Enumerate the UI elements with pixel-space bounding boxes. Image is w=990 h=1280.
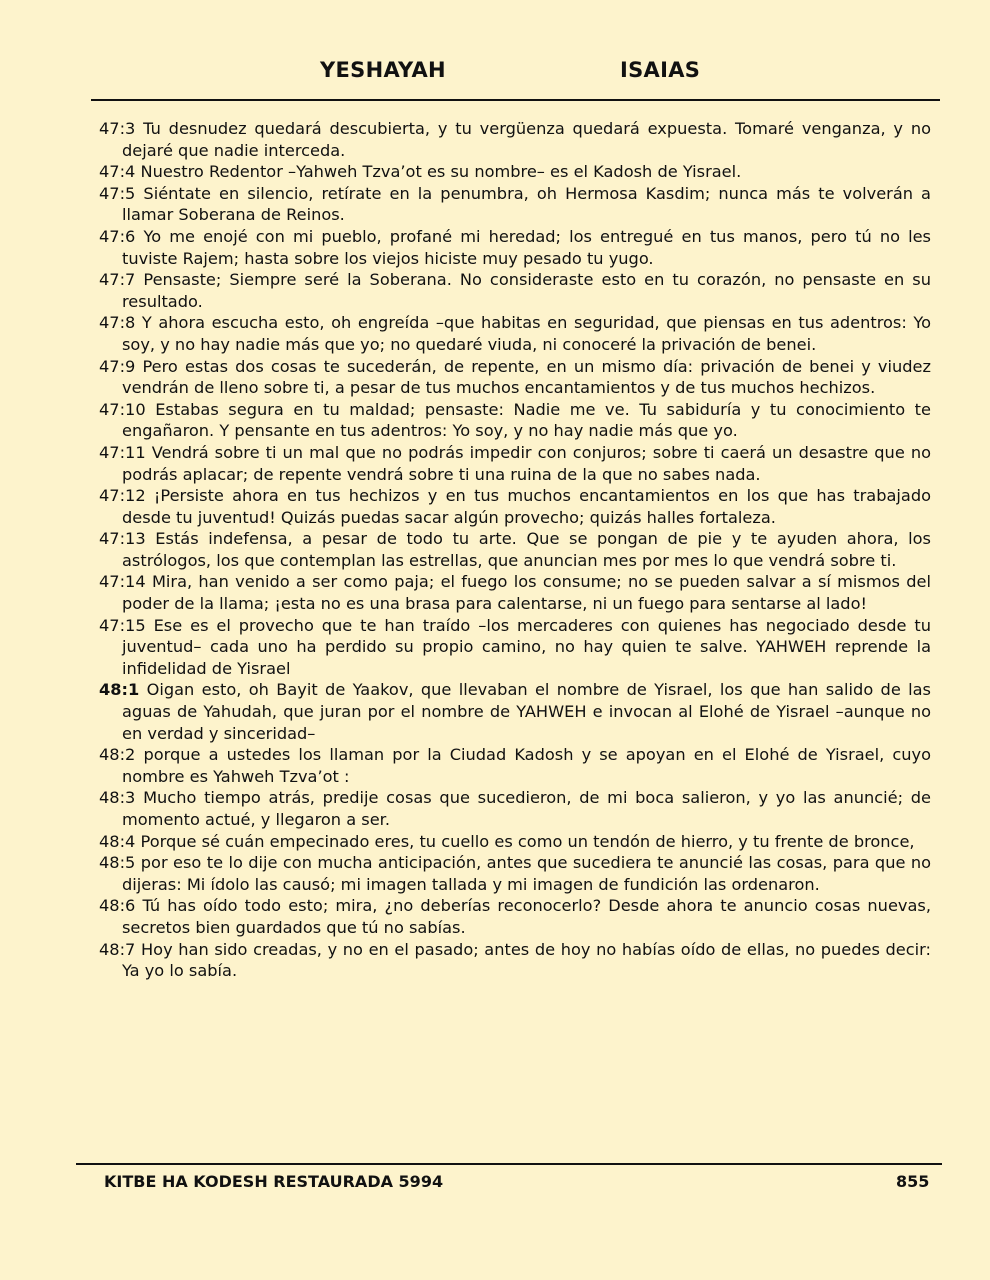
verse-text: Mira, han venido a ser como paja; el fuego los consume; no se pueden salvar a sí mismos del poder de la llama; ¡esta no es una brasa para calentarse, ni un fuego para sentarse al lado! bbox=[122, 572, 931, 614]
verse-text: Nuestro Redentor –Yahweh Tzva’ot es su nombre– es el Kadosh de Yisrael. bbox=[140, 162, 742, 182]
verse bbox=[99, 269, 931, 312]
running-footer bbox=[0, 1172, 990, 1196]
verse-text: Tu desnudez quedará descubierta, y tu vergüenza quedará expuesta. Tomaré venganza, y no dejaré que nadie interceda. bbox=[122, 119, 931, 160]
verse-text: Porque sé cuán empecinado eres, tu cuello es como un tendón de hierro, y tu frente de bronce, bbox=[140, 831, 915, 851]
verse bbox=[99, 226, 931, 269]
verse-ref: 47:8 bbox=[99, 313, 136, 333]
verse bbox=[99, 528, 931, 571]
page-number: 855 bbox=[896, 1172, 930, 1191]
verse-ref: 47:4 bbox=[99, 162, 136, 182]
verse-text: ¡Persiste ahora en tus hechizos y en tus muchos encantamientos en los que has trabajado desde tu juventud! Quizás puedas sacar algún provecho; quizás halles fortaleza. bbox=[122, 486, 931, 527]
verse-text: Y ahora escucha esto, oh engreída –que habitas en seguridad, que piensas en tus adentros: Yo soy, y no hay nadie más que yo; no quedaré viuda, ni conoceré la privación de benei. bbox=[122, 313, 931, 354]
verse bbox=[99, 939, 931, 982]
verse-text: Yo me enojé con mi pueblo, profané mi heredad; los entregué en tus manos, pero tú no les tuviste Rajem; hasta sobre los viejos hiciste muy pesado tu yugo. bbox=[122, 226, 931, 268]
verse bbox=[99, 485, 931, 528]
verse bbox=[99, 831, 931, 853]
verse-ref: 47:7 bbox=[99, 270, 136, 290]
verse-ref: 48:7 bbox=[99, 939, 136, 959]
verse-text: Vendrá sobre ti un mal que no podrás impedir con conjuros; sobre ti caerá un desastre que no podrás aplacar; de repente vendrá sobre ti una ruina de la que no sabes nada. bbox=[122, 442, 932, 484]
verse-ref: 47:12 bbox=[99, 486, 146, 506]
verse bbox=[99, 679, 931, 744]
header-rule bbox=[91, 99, 940, 101]
verse-ref: 48:3 bbox=[99, 788, 136, 808]
verse-text: Pero estas dos cosas te sucederán, de repente, en un mismo día: privación de benei y viudez vendrán de lleno sobre ti, a pesar de tus muchos encantamientos y de tus muchos hechizos. bbox=[122, 356, 931, 398]
verse-text: Pensaste; Siempre seré la Soberana. No consideraste esto en tu corazón, no pensaste en su resultado. bbox=[122, 270, 931, 311]
verse bbox=[99, 356, 931, 399]
verse-ref: 48:2 bbox=[99, 745, 136, 765]
header-book-title-hebrew: YESHAYAH bbox=[320, 58, 446, 82]
verse-text: Tú has oído todo esto; mira, ¿no deberías reconocerlo? Desde ahora te anuncio cosas nuevas, secretos bien guardados que tú no sabías. bbox=[122, 896, 931, 937]
verse-ref: 47:14 bbox=[99, 572, 146, 592]
verse-ref: 47:3 bbox=[99, 119, 136, 138]
verse-ref: 47:15 bbox=[99, 615, 146, 635]
running-header bbox=[0, 58, 990, 88]
footer-book-title: KITBE HA KODESH RESTAURADA 5994 bbox=[104, 1172, 444, 1191]
header-book-title-spanish: ISAIAS bbox=[620, 58, 701, 82]
verse-ref: 47:6 bbox=[99, 226, 136, 246]
verse-ref: 47:10 bbox=[99, 399, 146, 419]
verse-text: Siéntate en silencio, retírate en la penumbra, oh Hermosa Kasdim; nunca más te volverán a llamar Soberana de Reinos. bbox=[122, 183, 931, 225]
verse bbox=[99, 852, 931, 895]
verse-text: Estás indefensa, a pesar de todo tu arte. Que se pongan de pie y te ayuden ahora, los astrólogos, los que contemplan las estrellas, que anuncian mes por mes lo que vendrá sobre ti. bbox=[122, 529, 931, 570]
verse bbox=[99, 571, 931, 614]
verse bbox=[99, 442, 931, 485]
verse-ref: 47:5 bbox=[99, 183, 136, 203]
verse-text: Estabas segura en tu maldad; pensaste: Nadie me ve. Tu sabiduría y tu conocimiento te engañaron. Y pensante en tus adentros: Yo soy, y no hay nadie más que yo. bbox=[122, 399, 931, 441]
verse-ref: 48:4 bbox=[99, 831, 136, 851]
verse bbox=[99, 787, 931, 830]
verse-ref: 48:5 bbox=[99, 853, 136, 873]
verse-ref: 47:9 bbox=[99, 356, 136, 376]
verse-text: por eso te lo dije con mucha anticipación, antes que sucediera te anuncié las cosas, para que no dijeras: Mi ídolo las causó; mi imagen tallada y mi imagen de fundición las ordenaron. bbox=[122, 853, 931, 894]
verse bbox=[99, 615, 931, 680]
verse-text: porque a ustedes los llaman por la Ciudad Kadosh y se apoyan en el Elohé de Yisrael, cuyo nombre es Yahweh Tzva’ot : bbox=[122, 745, 931, 786]
verse-text: Mucho tiempo atrás, predije cosas que sucedieron, de mi boca salieron, y yo las anuncié; de momento actué, y llegaron a ser. bbox=[122, 788, 931, 829]
verse bbox=[99, 312, 931, 355]
footer-rule bbox=[76, 1163, 942, 1165]
verse-ref: 48:1 bbox=[99, 680, 140, 700]
verse-ref: 47:11 bbox=[99, 442, 146, 462]
verse bbox=[99, 183, 931, 226]
verse-ref: 48:6 bbox=[99, 896, 136, 916]
verse bbox=[99, 895, 931, 938]
verse-text: Ese es el provecho que te han traído –los mercaderes con quienes has negociado desde tu juventud– cada uno ha perdido su propio camino, no hay quien te salve. YAHWEH reprende la infidelidad de Yisrael bbox=[122, 615, 931, 678]
verse bbox=[99, 744, 931, 787]
verse-list bbox=[99, 118, 931, 982]
verse bbox=[99, 399, 931, 442]
verse bbox=[99, 118, 931, 161]
verse bbox=[99, 161, 931, 183]
verse-ref: 47:13 bbox=[99, 529, 146, 549]
verse-text: Oigan esto, oh Bayit de Yaakov, que llevaban el nombre de Yisrael, los que han salido de las aguas de Yahudah, que juran por el nombre de YAHWEH e invocan al Elohé de Yisrael –aunque no en verdad y sinceridad– bbox=[122, 680, 931, 743]
verse-text: Hoy han sido creadas, y no en el pasado; antes de hoy no habías oído de ellas, no puedes decir: Ya yo lo sabía. bbox=[122, 939, 931, 981]
